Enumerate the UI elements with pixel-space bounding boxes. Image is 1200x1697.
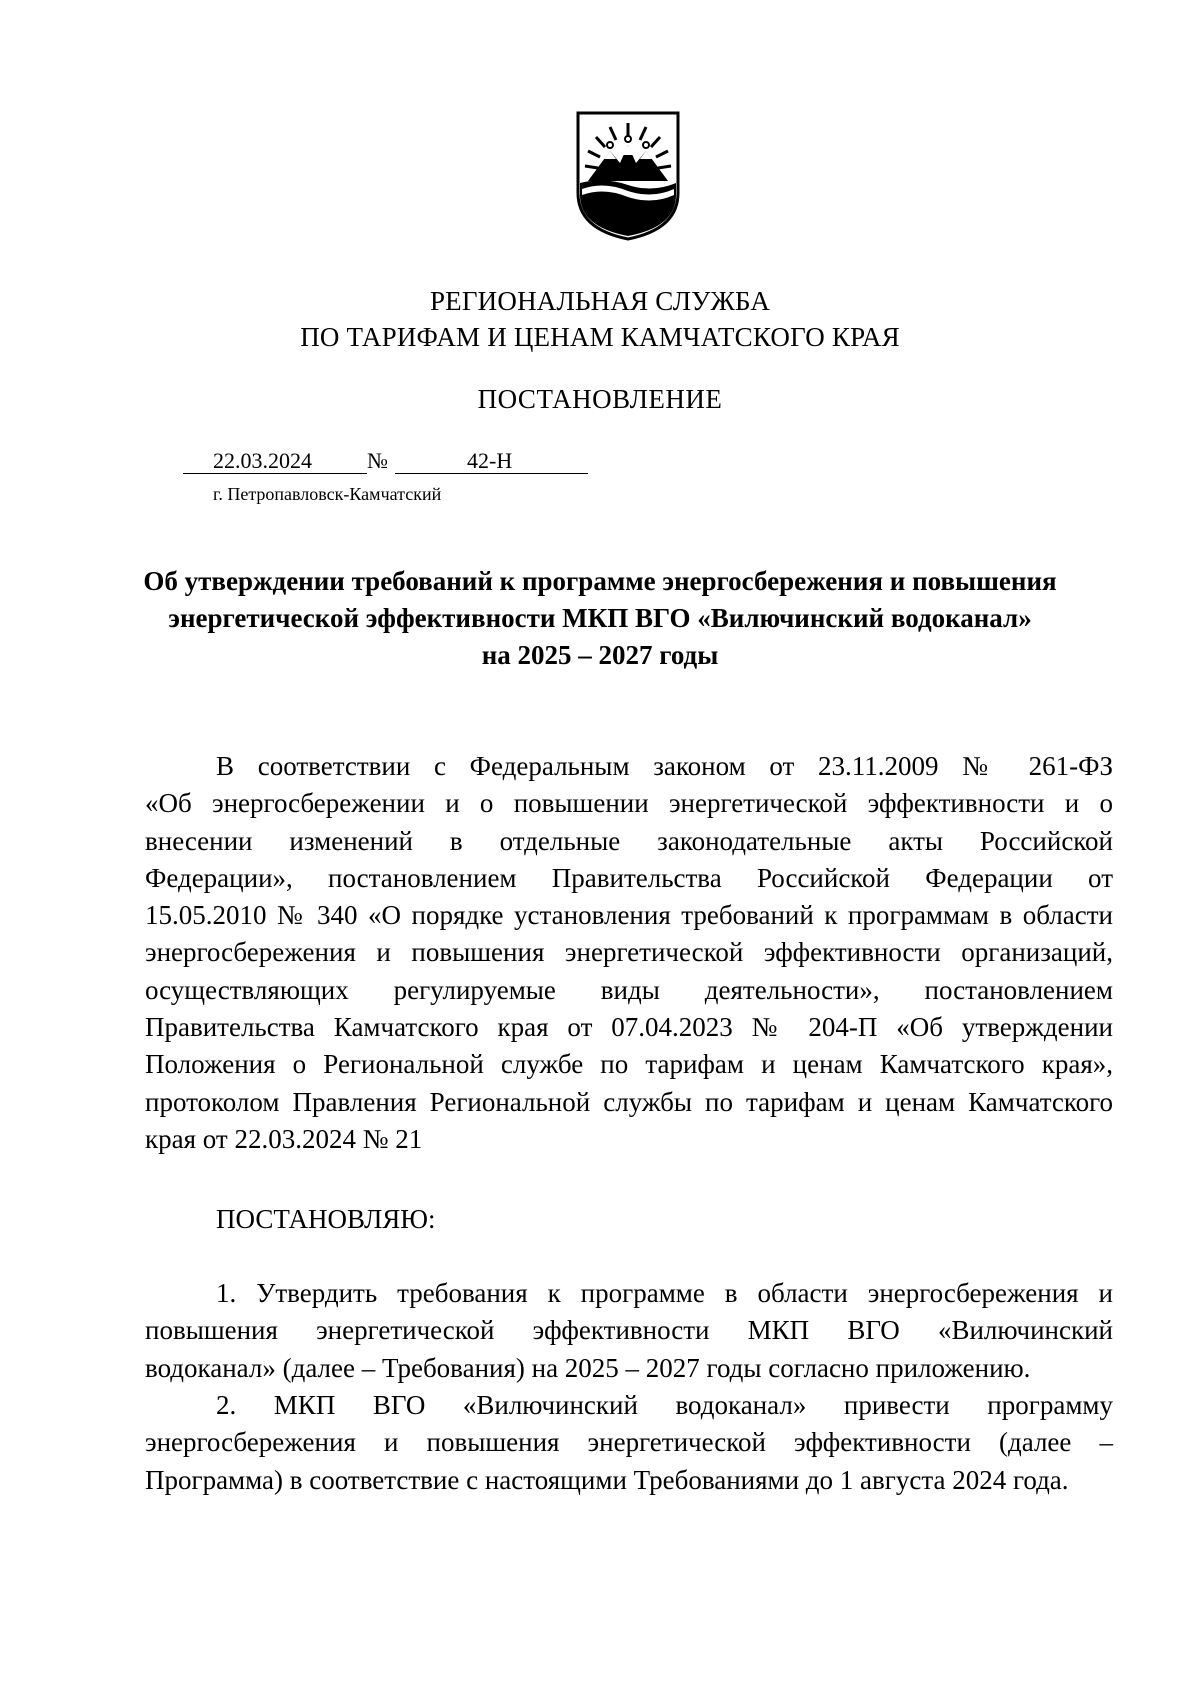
item-1-line: водоканал» (далее – Требования) на 2025 – 2027 годы согласно приложению. (145, 1352, 1031, 1383)
preamble-line: протоколом Правления Региональной службы по тарифам и ценам Камчатского (145, 1086, 1113, 1117)
item-2-line: Программа) в соответствие с настоящими Требованиями до 1 августа 2024 года. (145, 1464, 1069, 1495)
document-number: 42-Н (467, 448, 513, 473)
document-title-line1: Об утверждении требований к программе энергосбережения и повышения (143, 566, 1057, 596)
authority-name-line1: РЕГИОНАЛЬНАЯ СЛУЖБА (429, 286, 771, 316)
preamble-line: внесении изменений в отдельные законодательные акты Российской (145, 825, 1113, 856)
document-date: 22.03.2024 (213, 448, 312, 473)
authority-name-line2: ПО ТАРИФАМ И ЦЕНАМ КАМЧАТСКОГО КРАЯ (300, 322, 900, 352)
item-2-paragraph (145, 1387, 1113, 1499)
preamble-line: Правительства Камчатского края от 07.04.2023 № 204-П «Об утверждении (145, 1012, 1113, 1043)
date-underline (183, 473, 367, 474)
preamble-line: Положения о Региональной службе по тарифам и ценам Камчатского края», (145, 1049, 1113, 1080)
document-type: ПОСТАНОВЛЕНИЕ (477, 384, 723, 414)
preamble-line: Федерации», постановлением Правительства Российской Федерации от (145, 862, 1113, 893)
kamchatka-coat-of-arms-icon (574, 111, 682, 241)
preamble-line: энергосбережения и повышения энергетической эффективности организаций, (145, 937, 1113, 968)
preamble-line: «Об энергосбережении и о повышении энергетической эффективности и о (145, 788, 1113, 819)
preamble-line: осуществляющих регулируемые виды деятельности», постановлением (145, 974, 1113, 1005)
decree-word: ПОСТАНОВЛЯЮ: (216, 1204, 436, 1234)
preamble-paragraph (145, 748, 1113, 1158)
document-place: г. Петропавловск-Камчатский (213, 484, 442, 504)
document-title-line2: энергетической эффективности МКП ВГО «Вилючинский водоканал» (168, 603, 1032, 633)
item-2-line: 2. МКП ВГО «Вилючинский водоканал» привести программу (216, 1390, 1113, 1420)
item-1-line: 1. Утвердить требования к программе в области энергосбережения и (216, 1278, 1113, 1308)
preamble-line: края от 22.03.2024 № 21 (145, 1123, 423, 1154)
preamble-line: 15.05.2010 № 340 «О порядке установления требований к программам в области (145, 900, 1113, 931)
document-title-line3: на 2025 – 2027 годы (481, 640, 719, 670)
item-1-line: повышения энергетической эффективности МКП ВГО «Вилючинский (145, 1315, 1113, 1346)
number-underline (395, 473, 588, 474)
item-2-line: энергосбережения и повышения энергетической эффективности (далее – (145, 1427, 1113, 1458)
preamble-line: В соответствии с Федеральным законом от 23.11.2009 № 261-ФЗ (216, 751, 1113, 781)
number-sign: № (367, 448, 388, 473)
item-1-paragraph (145, 1275, 1113, 1387)
